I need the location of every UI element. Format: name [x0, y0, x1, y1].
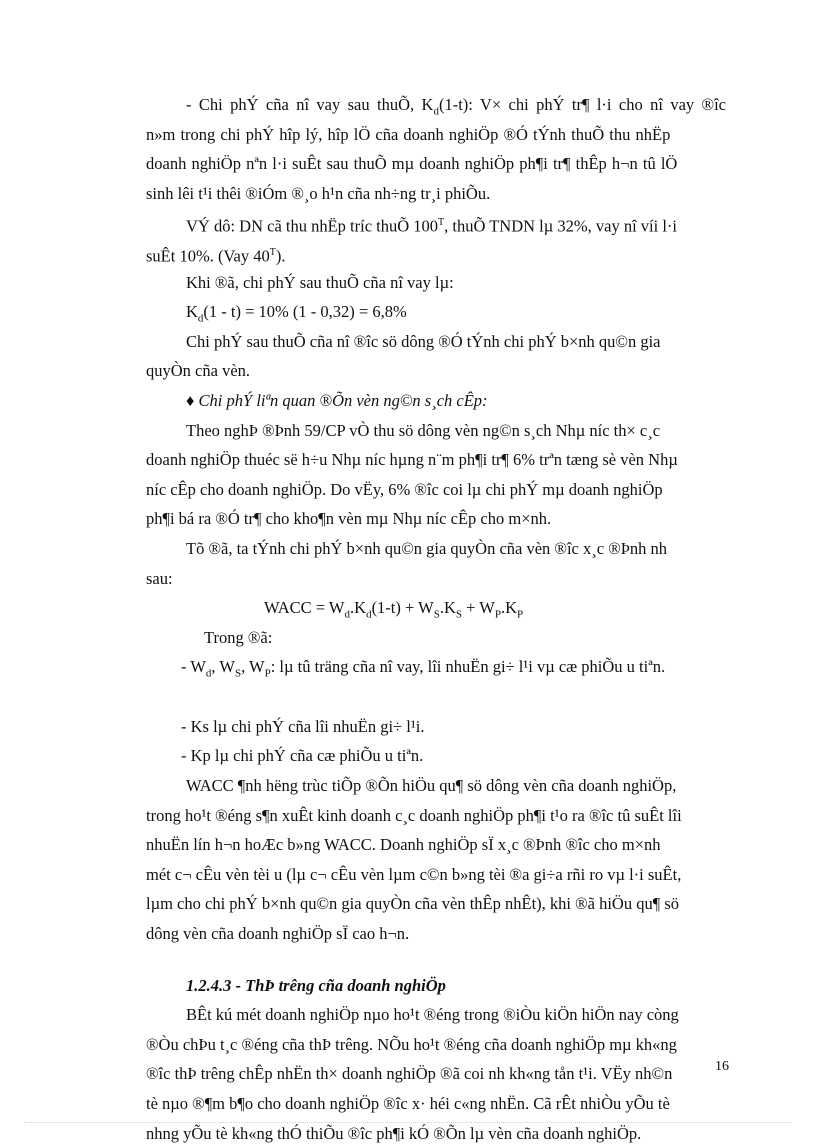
subscript: S	[433, 608, 440, 621]
text-span: - Chi phÝ cña nî vay sau thuÕ, K	[186, 95, 434, 114]
text-line	[186, 90, 726, 120]
superscript: T	[269, 246, 276, 258]
text-line: nhng yÕu tè kh«ng thÓ thiÕu ®îc ph¶i kÓ ®Õn lµ vèn cña doanh nghiÖp.	[146, 1123, 642, 1143]
page-number: 16	[715, 1059, 729, 1074]
text-span: (1 - t) = 10% (1 - 0,32) = 6,8%	[203, 302, 407, 322]
subscript: S	[455, 608, 463, 621]
text-line: trong ho¹t ®éng s¶n xuÊt kinh doanh c¸c doanh nghiÖp ph¶i t¹o ra ®îc tû suÊt lîi	[146, 805, 682, 825]
text-line: quyÒn cña vèn.	[146, 361, 251, 381]
text-line: lµm cho chi phÝ b×nh qu©n gia quyÒn cña vèn thÊp nhÊt), khi ®ã hiÖu qu¶ sö	[146, 894, 679, 914]
text-line: dông vèn cña doanh nghiÖp sÏ cao h¬n.	[146, 924, 410, 944]
text-line: mét c¬ cÊu vèn tèi u (lµ c¬ cÊu vèn lµm c©n b»ng tèi ®a gi÷a rñi ro vµ l·i suÊt,	[146, 864, 682, 884]
text-span: ).	[275, 246, 286, 266]
text-line: - Ks lµ chi phÝ cña lîi nhuËn gi÷ l¹i.	[181, 716, 425, 736]
text-line: sau:	[146, 568, 173, 588]
text-span: WACC = W	[264, 598, 345, 618]
text-span: , W	[211, 657, 235, 677]
text-span: (1-t) + W	[371, 598, 434, 618]
subscript: S	[234, 667, 242, 680]
text-span: .K	[500, 598, 518, 618]
text-line: níc cÊp cho doanh nghiÖp. Do vËy, 6% ®îc coi lµ chi phÝ mµ doanh nghiÖp	[146, 479, 663, 499]
text-span: suÊt 10%. (Vay 40	[146, 246, 270, 266]
text-span: , thuÕ TNDN lµ 32%, vay nî víi l·i	[444, 216, 678, 236]
text-line: Khi ®ã, chi phÝ sau thuÕ cña nî vay lµ:	[186, 272, 454, 292]
spacer	[186, 682, 726, 712]
text-span: , W	[241, 657, 265, 677]
text-line: doanh nghiÖp nªn l·i suÊt sau thuÕ mµ doanh nghiÖp ph¶i tr¶ thÊp h¬n tû lÖ	[146, 154, 678, 174]
text-span: : lµ tû träng cña nî vay, lîi nhuËn gi÷ l¹i vµ cæ phiÕu u tiªn.	[270, 657, 666, 677]
subscript: P	[517, 608, 524, 621]
text-span: - W	[181, 657, 206, 677]
text-line: Tõ ®ã, ta tÝnh chi phÝ b×nh qu©n gia quyÒn cña vèn ®îc x¸c ®Þnh nh	[186, 538, 668, 558]
text-line: WACC ¶nh hëng trùc tiÕp ®Õn hiÖu qu¶ sö dông vèn cña doanh nghiÖp,	[186, 776, 677, 796]
text-line: Theo nghÞ ®Þnh 59/CP vÒ thu sö dông vèn ng©n s¸ch Nhµ níc th× c¸c	[186, 420, 661, 440]
text-line	[186, 297, 726, 327]
subscript: d	[433, 105, 439, 118]
text-span: + W	[462, 598, 495, 618]
section-heading: 1.2.4.3 - ThÞ trêng cña doanh nghiÖp	[186, 975, 446, 995]
superscript: T	[438, 217, 445, 229]
text-span: Chi phÝ liªn quan ®Õn vèn ng©n s¸ch cÊp:	[194, 390, 488, 410]
text-line: doanh nghiÖp thuéc së h÷u Nhµ níc hµng n¨m ph¶i tr¶ 6% trªn tæng sè vèn Nhµ	[146, 450, 678, 470]
subscript: d	[366, 608, 372, 621]
text-line: Chi phÝ sau thuÕ cña nî ®îc sö dông ®Ó tÝnh chi phÝ b×nh qu©n gia	[186, 331, 661, 351]
subscript: d	[344, 608, 351, 621]
text-span: (1-t): V× chi phÝ tr¶ l·i cho nî vay ®îc	[438, 95, 726, 114]
body-text	[146, 90, 726, 1148]
subscript: P	[264, 667, 271, 680]
subscript: d	[205, 667, 212, 680]
text-line: ®Òu chÞu t¸c ®éng cña thÞ trêng. NÕu ho¹t ®éng cña doanh nghiÖp mµ kh«ng	[146, 1034, 677, 1054]
text-line: ph¶i bá ra ®Ó tr¶ cho kho¶n vèn mµ Nhµ níc cÊp cho m×nh.	[146, 509, 552, 529]
text-span: VÝ dô: DN cã thu nhËp tríc thuÕ 100	[186, 216, 439, 236]
text-line: nhuËn lín h¬n hoÆc b»ng WACC. Doanh nghiÖp sÏ x¸c ®Þnh ®îc cho m×nh	[146, 835, 661, 855]
text-span: .K	[439, 598, 456, 618]
section-subheading	[186, 386, 726, 416]
diamond-bullet-icon: ♦	[186, 390, 195, 410]
text-line	[181, 652, 726, 682]
text-line: ®îc thÞ trêng chÊp nhËn th× doanh nghiÖp ®ã coi nh kh«ng tån t¹i. VËy nh©n	[146, 1064, 673, 1084]
text-span: K	[186, 302, 198, 322]
wacc-formula	[186, 593, 726, 623]
subscript: P	[494, 608, 501, 621]
text-line: tè nµo ®¶m b¶o cho doanh nghiÖp ®îc x· héi c«ng nhËn. Cã rÊt nhiÒu yÕu tè	[146, 1094, 670, 1113]
text-line: - Kp lµ chi phÝ cña cæ phiÕu u tiªn.	[181, 746, 424, 766]
text-line	[146, 238, 726, 268]
spacer	[186, 949, 726, 971]
text-span: .K	[350, 598, 367, 618]
text-line: BÊt kú mét doanh nghiÖp nµo ho¹t ®éng trong ®iÒu kiÖn hiÖn nay còng	[186, 1005, 679, 1025]
text-line: Trong ®ã:	[204, 627, 273, 647]
subscript: d	[197, 312, 204, 325]
text-line: sinh lêi t¹i thêi ®iÓm ®¸o h¹n cña nh÷ng tr¸i phiÕu.	[146, 183, 491, 203]
text-line	[186, 208, 726, 238]
text-line: n»m trong chi phÝ hîp lý, hîp lÖ cña doanh nghiÖp ®Ó tÝnh thuÕ thu nhËp	[146, 124, 671, 144]
